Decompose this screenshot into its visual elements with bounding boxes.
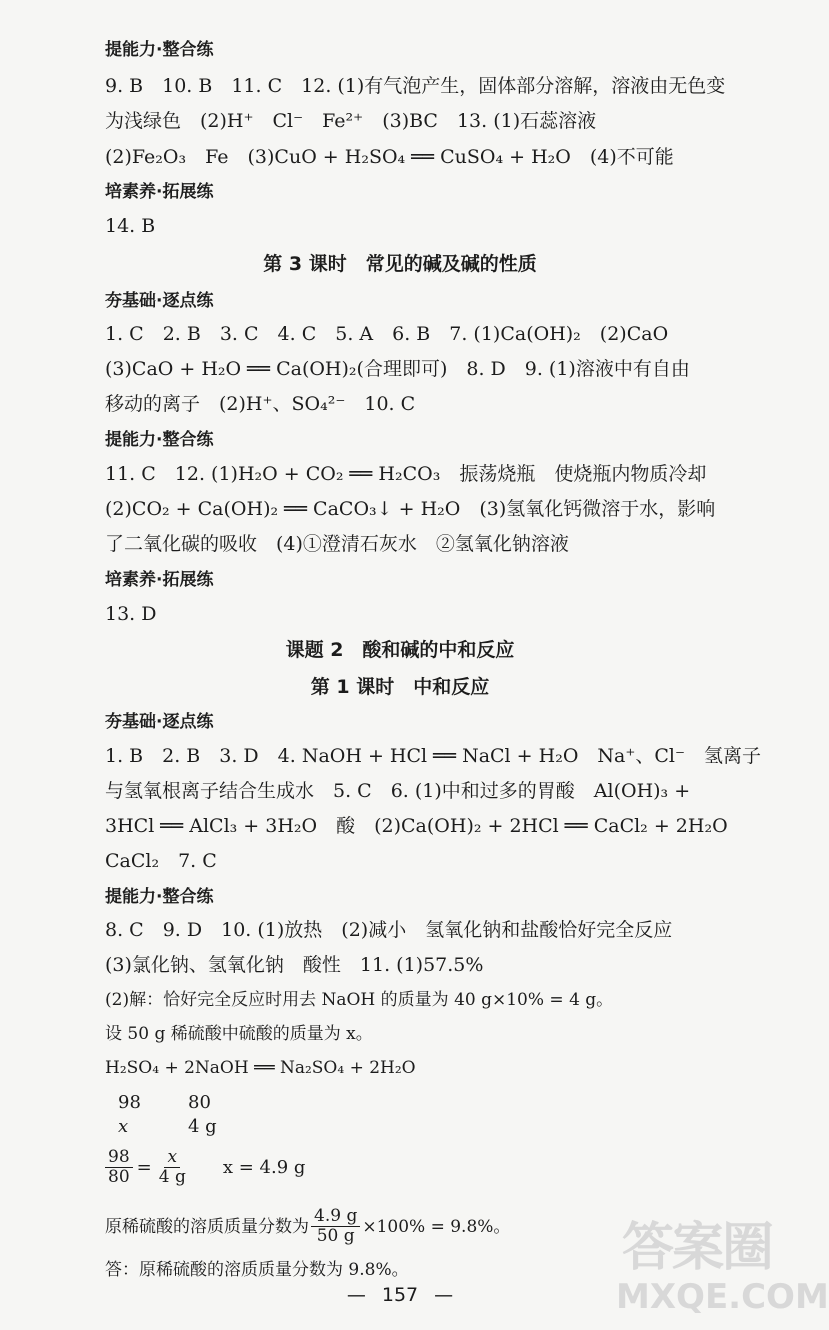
topic-title: 课题 2 酸和碱的中和反应: [285, 639, 515, 661]
section-heading: 夯基础·逐点练: [105, 712, 214, 732]
watermark-logo: [610, 1205, 829, 1325]
answer-line: 与氢氧根离子结合生成水 5. C 6. (1)中和过多的胃酸 Al(OH)₃ +: [105, 780, 691, 802]
answer-line: 9. B 10. B 11. C 12. (1)有气泡产生，固体部分溶解，溶液由无色变: [105, 75, 726, 97]
ratio-fraction-1: $\frac{98}{80}$: [105, 1148, 133, 1187]
answer-line: (3)CaO + H₂O ══ Ca(OH)₂(合理即可) 8. D 9. (1)溶液中有自由: [105, 358, 690, 380]
answer-line: 13. D: [105, 603, 157, 625]
answer-line: CaCl₂ 7. C: [105, 850, 217, 872]
proportion: [103, 1148, 305, 1187]
answer-line: 8. C 9. D 10. (1)放热 (2)减小 氢氧化钠和盐酸恰好完全反应: [105, 919, 673, 941]
section-heading: 夯基础·逐点练: [105, 291, 214, 311]
equation-line: H₂SO₄ + 2NaOH ══ Na₂SO₄ + 2H₂O: [105, 1058, 416, 1078]
ratio-fraction-2: $\frac{x}{4 g}$: [158, 1147, 186, 1187]
percentage-fraction: $\frac{4.9 g}{50 g}$: [311, 1207, 360, 1246]
lesson-title: 第 3 课时 常见的碱及碱的性质: [263, 253, 537, 275]
watermark-chinese: 答案圈: [622, 1218, 773, 1278]
section-heading: 提能力·整合练: [105, 40, 214, 60]
watermark-domain: MXQE.COM: [616, 1277, 829, 1317]
answer-line: 1. B 2. B 3. D 4. NaOH + HCl ══ NaCl + H₂O Na⁺、Cl⁻ 氢离子: [105, 745, 762, 767]
unknown-x: x: [118, 1116, 129, 1137]
result-x: x = 4.9 g: [222, 1156, 306, 1178]
molar-mass-h2so4: 98: [118, 1092, 141, 1113]
percentage-prefix: 原稀硫酸的溶质质量分数为: [105, 1216, 309, 1237]
section-heading: 提能力·整合练: [105, 430, 214, 450]
answer-statement: 答：原稀硫酸的溶质质量分数为 9.8%。: [105, 1260, 409, 1280]
answer-line: 11. C 12. (1)H₂O + CO₂ ══ H₂CO₃ 振荡烧瓶 使烧瓶内物质冷却: [105, 463, 707, 485]
section-heading: 培素养·拓展练: [105, 182, 214, 202]
percentage-line: [105, 1207, 510, 1246]
answer-line: 3HCl ══ AlCl₃ + 3H₂O 酸 (2)Ca(OH)₂ + 2HCl ══ CaCl₂ + 2H₂O: [105, 815, 728, 837]
solution-line: 设 50 g 稀硫酸中硫酸的质量为 x。: [105, 1024, 373, 1044]
solution-line: (2)解：恰好完全反应时用去 NaOH 的质量为 40 g×10% = 4 g。: [105, 990, 614, 1010]
answer-line: 了二氧化碳的吸收 (4)①澄清石灰水 ②氢氧化钠溶液: [105, 533, 569, 555]
answer-line: (3)氯化钠、氢氧化钠 酸性 11. (1)57.5%: [105, 954, 484, 976]
section-heading: 培素养·拓展练: [105, 570, 214, 590]
page-number: — 157 —: [346, 1284, 454, 1306]
answer-line: 1. C 2. B 3. C 4. C 5. A 6. B 7. (1)Ca(OH)₂ (2)CaO: [105, 323, 669, 345]
percentage-suffix: ×100% = 9.8%。: [362, 1216, 511, 1237]
answer-line: 为浅绿色 (2)H⁺ Cl⁻ Fe²⁺ (3)BC 13. (1)石蕊溶液: [105, 110, 597, 132]
answer-line: 14. B: [105, 215, 156, 237]
lesson-title: 第 1 课时 中和反应: [310, 676, 490, 698]
answer-line: (2)Fe₂O₃ Fe (3)CuO + H₂SO₄ ══ CuSO₄ + H₂O (4)不可能: [105, 146, 674, 168]
known-mass: 4 g: [188, 1116, 217, 1137]
molar-mass-naoh: 80: [188, 1092, 211, 1113]
answer-line: (2)CO₂ + Ca(OH)₂ ══ CaCO₃↓ + H₂O (3)氢氧化钙微溶于水，影响: [105, 498, 716, 520]
section-heading: 提能力·整合练: [105, 887, 214, 907]
answer-line: 移动的离子 (2)H⁺、SO₄²⁻ 10. C: [105, 393, 416, 415]
equals-sign: =: [136, 1156, 152, 1178]
